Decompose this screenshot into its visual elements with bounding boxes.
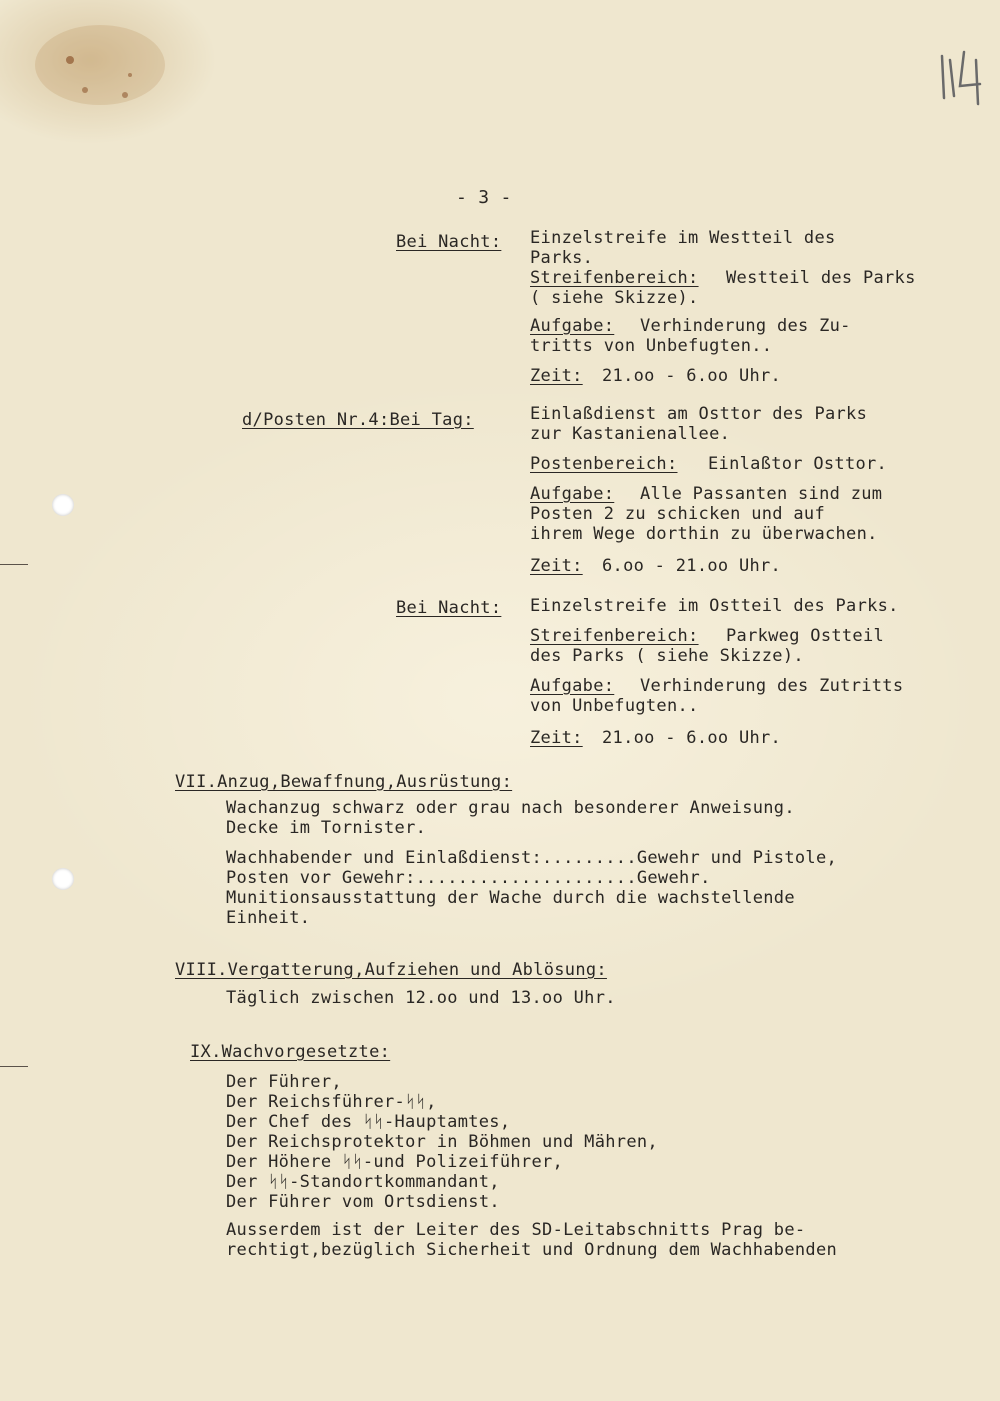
aufgabe-text: Verhinderung des Zu- [640,316,851,336]
section-vii-text: Einheit. [226,908,311,928]
zeit-text: 21.oo - 6.oo Uhr. [602,366,782,386]
bei-nacht-label: Bei Nacht: [396,598,502,618]
einlass-description: zur Kastanienallee. [530,424,731,444]
patrol-description: Parks. [530,248,594,268]
fold-mark [0,564,28,565]
patrol-description: Einzelstreife im Ostteil des Parks. [530,596,899,616]
bei-nacht-label: Bei Nacht: [396,232,502,252]
streifenbereich-label: Streifenbereich: [530,626,699,646]
supervisor-item: Der Chef des ᛋᛋ-Hauptamtes, [226,1112,511,1132]
supervisor-item: Der Reichsprotektor in Böhmen und Mähren, [226,1132,658,1152]
supervisor-item: Der ᛋᛋ-Standortkommandant, [226,1172,500,1192]
section-ix-closing: Ausserdem ist der Leiter des SD-Leitabschnitts Prag be- [226,1220,806,1240]
patrol-description: Einzelstreife im Westteil des [530,228,836,248]
section-vii-text: Posten vor Gewehr:.....................Gewehr. [226,868,711,888]
zeit-label: Zeit: [530,728,583,748]
punch-hole-bottom [52,868,74,890]
aufgabe-text: ihrem Wege dorthin zu überwachen. [530,524,878,544]
supervisor-item: Der Führer vom Ortsdienst. [226,1192,500,1212]
streifenbereich-text: Parkweg Ostteil [726,626,885,646]
posten-nr4-bei-tag-label: d/Posten Nr.4:Bei Tag: [242,410,474,430]
page-number: - 3 - [456,187,512,208]
section-viii-text: Täglich zwischen 12.oo und 13.oo Uhr. [226,988,616,1008]
water-stain [30,20,170,110]
streifenbereich-label: Streifenbereich: [530,268,699,288]
aufgabe-label: Aufgabe: [530,484,615,504]
handwritten-folio-number [936,38,996,108]
section-ix-heading: IX.Wachvorgesetzte: [190,1042,391,1062]
aufgabe-text: Posten 2 zu schicken und auf [530,504,825,524]
section-vii-heading: VII.Anzug,Bewaffnung,Ausrüstung: [175,772,513,792]
aufgabe-text: Verhinderung des Zutritts [640,676,904,696]
punch-hole-top [52,494,74,516]
section-ix-closing: rechtigt,bezüglich Sicherheit und Ordnung dem Wachhabenden [226,1240,838,1260]
streifenbereich-text: ( siehe Skizze). [530,288,699,308]
zeit-text: 21.oo - 6.oo Uhr. [602,728,782,748]
einlass-description: Einlaßdienst am Osttor des Parks [530,404,868,424]
section-vii-text: Wachanzug schwarz oder grau nach besonderer Anweisung. [226,798,795,818]
supervisor-item: Der Höhere ᛋᛋ-und Polizeiführer, [226,1152,564,1172]
zeit-label: Zeit: [530,556,583,576]
supervisor-item: Der Reichsführer-ᛋᛋ, [226,1092,437,1112]
aufgabe-label: Aufgabe: [530,676,615,696]
section-vii-text: Munitionsausstattung der Wache durch die wachstellende [226,888,795,908]
streifenbereich-text: Westteil des Parks [726,268,916,288]
section-vii-text: Wachhabender und Einlaßdienst:.........Gewehr und Pistole, [226,848,838,868]
supervisor-item: Der Führer, [226,1072,342,1092]
fold-mark [0,1066,28,1067]
zeit-label: Zeit: [530,366,583,386]
aufgabe-text: von Unbefugten.. [530,696,699,716]
streifenbereich-text: des Parks ( siehe Skizze). [530,646,804,666]
postenbereich-text: Einlaßtor Osttor. [708,454,888,474]
section-vii-text: Decke im Tornister. [226,818,427,838]
aufgabe-text: tritts von Unbefugten.. [530,336,773,356]
zeit-text: 6.oo - 21.oo Uhr. [602,556,782,576]
aufgabe-text: Alle Passanten sind zum [640,484,883,504]
aufgabe-label: Aufgabe: [530,316,615,336]
section-viii-heading: VIII.Vergatterung,Aufziehen und Ablösung: [175,960,607,980]
postenbereich-label: Postenbereich: [530,454,678,474]
